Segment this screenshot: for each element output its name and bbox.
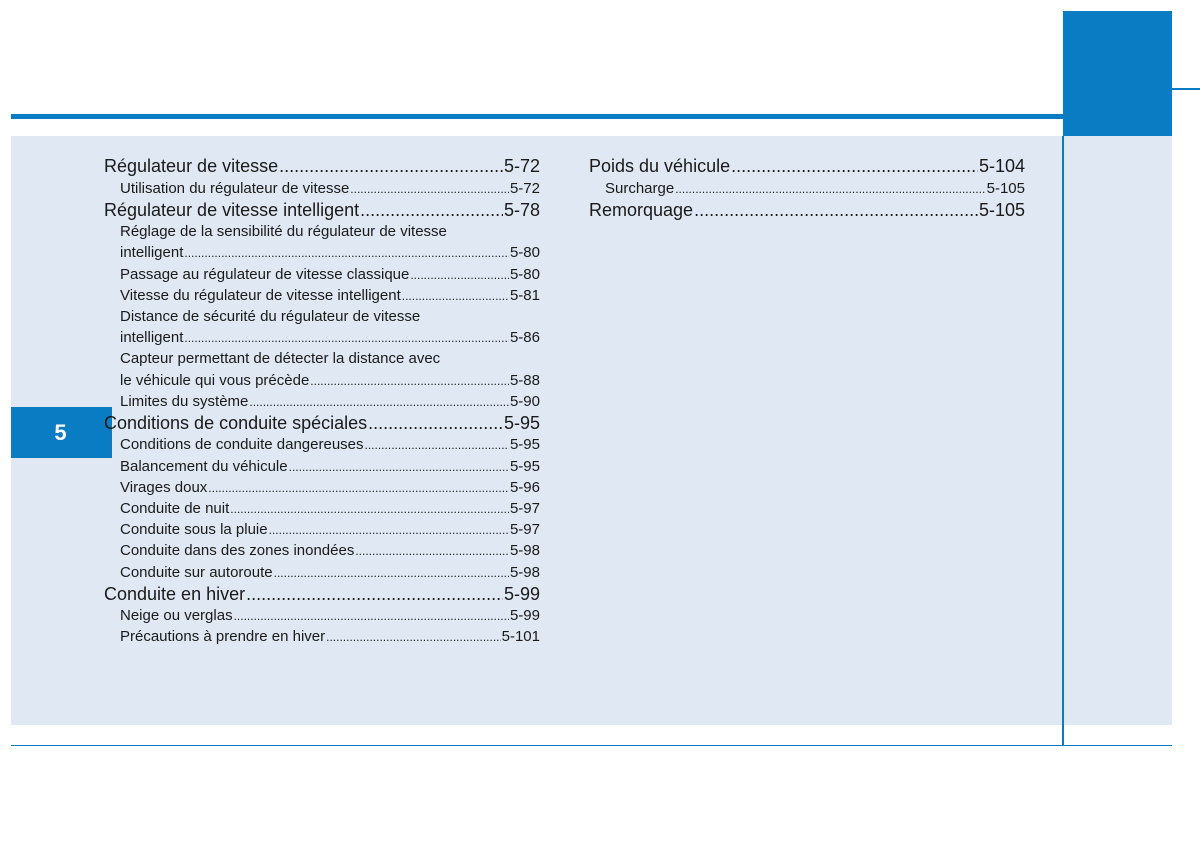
toc-entry-title: Précautions à prendre en hiver xyxy=(120,628,326,646)
toc-entry-title: Poids du véhicule xyxy=(589,156,731,176)
toc-entry-page: 5-99 xyxy=(503,583,540,604)
dot-leader xyxy=(208,477,509,499)
toc-subsection-entry[interactable] xyxy=(104,264,540,285)
toc-entry-page: 5-105 xyxy=(986,179,1025,197)
toc-entry-title: Conduite en hiver xyxy=(104,583,246,604)
panel-divider xyxy=(1062,136,1064,745)
toc-subsection-entry[interactable] xyxy=(104,178,540,199)
toc-entry-title: intelligent xyxy=(120,329,184,347)
toc-entry-page: 5-80 xyxy=(509,244,540,262)
toc-entry-title-line[interactable]: Distance de sécurité du régulateur de vitesse xyxy=(120,307,421,325)
toc-entry-page: 5-98 xyxy=(509,542,540,560)
toc-entry-page: 5-99 xyxy=(509,607,540,625)
toc-entry-page: 5-88 xyxy=(509,371,540,389)
toc-entry-page: 5-72 xyxy=(509,179,540,197)
toc-entry-title: Neige ou verglas xyxy=(120,607,233,625)
toc-subsection-entry[interactable] xyxy=(104,626,540,647)
toc-entry-title: Remorquage xyxy=(589,199,694,220)
dot-leader xyxy=(230,498,509,520)
toc-entry-page: 5-97 xyxy=(509,499,540,517)
toc-entry-page: 5-105 xyxy=(978,199,1025,220)
dot-leader xyxy=(184,327,509,349)
dot-leader xyxy=(731,155,978,178)
dot-leader xyxy=(269,519,509,541)
toc-entry-page: 5-97 xyxy=(509,521,540,539)
dot-leader xyxy=(326,626,501,648)
footer-rule xyxy=(11,745,1172,746)
dot-leader xyxy=(365,434,509,456)
toc-entry-title: Passage au régulateur de vitesse classique xyxy=(120,265,410,283)
toc-entry-title: le véhicule qui vous précède xyxy=(120,371,310,389)
dot-leader xyxy=(368,412,503,435)
toc-subsection-entry[interactable] xyxy=(104,370,540,391)
toc-entry-title: Surcharge xyxy=(605,179,675,197)
toc-entry-title-line[interactable]: Réglage de la sensibilité du régulateur de vitesse xyxy=(120,223,447,241)
header-rule xyxy=(11,114,1063,119)
toc-entry-page: 5-95 xyxy=(509,436,540,454)
dot-leader xyxy=(360,199,503,222)
toc-entry-title: Régulateur de vitesse xyxy=(104,156,279,176)
toc-section-entry[interactable] xyxy=(104,199,540,222)
toc-subsection-entry[interactable] xyxy=(104,285,540,306)
chapter-number: 5 xyxy=(54,419,67,445)
dot-leader xyxy=(289,456,509,478)
toc-entry-title: Balancement du véhicule xyxy=(120,457,288,475)
toc-section-entry[interactable] xyxy=(589,155,1025,178)
dot-leader xyxy=(234,605,509,627)
toc-entry-title: Conditions de conduite dangereuses xyxy=(120,436,364,454)
dot-leader xyxy=(410,264,509,286)
toc-entry-title: Conduite dans des zones inondées xyxy=(120,542,355,560)
toc-subsection-entry[interactable] xyxy=(104,519,540,540)
toc-entry-title: intelligent xyxy=(120,244,184,262)
toc-entry-page: 5-95 xyxy=(503,412,540,433)
toc-entry-page: 5-96 xyxy=(509,478,540,496)
toc-right-column xyxy=(589,155,1025,221)
toc-entry-title: Virages doux xyxy=(120,478,208,496)
toc-entry-title: Conduite de nuit xyxy=(120,499,230,517)
toc-subsection-entry[interactable] xyxy=(104,434,540,455)
chapter-tab xyxy=(11,407,112,458)
toc-subsection-entry[interactable] xyxy=(104,605,540,626)
dot-leader xyxy=(246,583,503,606)
toc-entry-page: 5-90 xyxy=(509,392,540,410)
toc-subsection-entry[interactable] xyxy=(104,540,540,561)
dot-leader xyxy=(402,285,509,307)
toc-entry-title: Conditions de conduite spéciales xyxy=(104,412,368,433)
dot-leader xyxy=(310,370,509,392)
toc-entry-title-line[interactable]: Capteur permettant de détecter la distance avec xyxy=(120,350,441,368)
toc-section-entry[interactable] xyxy=(104,412,540,435)
dot-leader xyxy=(350,178,509,200)
corner-block xyxy=(1063,11,1172,136)
toc-entry-page: 5-80 xyxy=(509,265,540,283)
toc-entry-page: 5-86 xyxy=(509,329,540,347)
toc-entry-title: Régulateur de vitesse intelligent xyxy=(104,199,360,220)
toc-subsection-entry[interactable] xyxy=(589,178,1025,199)
toc-entry-page: 5-98 xyxy=(509,563,540,581)
dot-leader xyxy=(274,562,509,584)
toc-entry-page: 5-81 xyxy=(509,286,540,304)
toc-subsection-entry[interactable] xyxy=(104,456,540,477)
toc-entry-title: Conduite sous la pluie xyxy=(120,521,268,539)
toc-entry-title: Conduite sur autoroute xyxy=(120,563,273,581)
dot-leader xyxy=(675,178,985,200)
toc-subsection-entry[interactable] xyxy=(104,391,540,412)
toc-section-entry[interactable] xyxy=(104,583,540,606)
toc-subsection-entry[interactable] xyxy=(104,327,540,348)
toc-entry-page: 5-101 xyxy=(501,628,540,646)
dot-leader xyxy=(694,199,978,222)
toc-subsection-entry[interactable] xyxy=(104,242,540,263)
toc-subsection-entry[interactable] xyxy=(104,477,540,498)
dot-leader xyxy=(184,242,509,264)
toc-entry-title: Vitesse du régulateur de vitesse intelligent xyxy=(120,286,401,304)
toc-entry-page: 5-95 xyxy=(509,457,540,475)
toc-section-entry[interactable] xyxy=(104,155,540,178)
toc-entry-title: Utilisation du régulateur de vitesse xyxy=(120,179,350,197)
toc-entry-page: 5-72 xyxy=(503,156,540,176)
header-rule-right xyxy=(1172,88,1200,90)
toc-entry-title: Limites du système xyxy=(120,392,249,410)
toc-left-column xyxy=(104,155,540,648)
toc-subsection-entry[interactable] xyxy=(104,562,540,583)
toc-section-entry[interactable] xyxy=(589,199,1025,222)
toc-entry-page: 5-78 xyxy=(503,199,540,220)
dot-leader xyxy=(249,391,509,413)
toc-subsection-entry[interactable] xyxy=(104,498,540,519)
toc-entry-page: 5-104 xyxy=(978,156,1025,176)
dot-leader xyxy=(279,155,503,178)
dot-leader xyxy=(355,540,509,562)
